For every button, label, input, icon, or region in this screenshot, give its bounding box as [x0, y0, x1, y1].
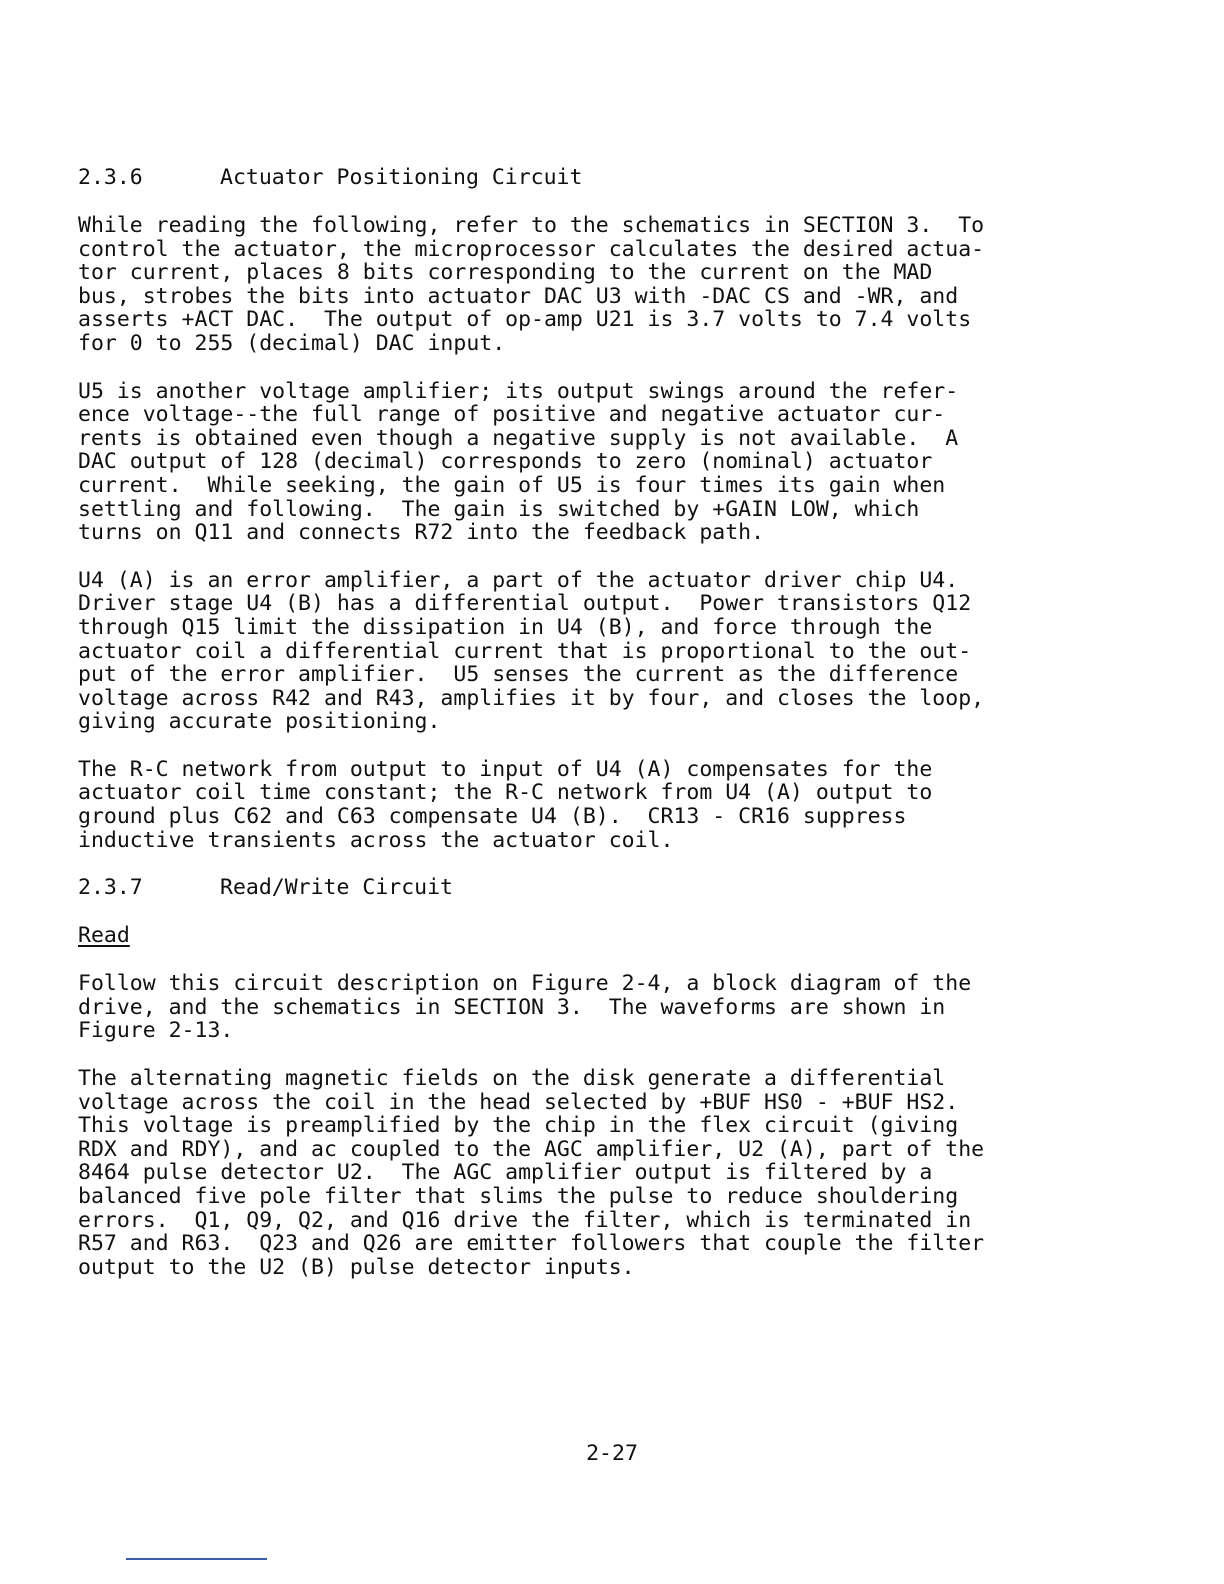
text-line: settling and following. The gain is switched by +GAIN LOW, which — [78, 496, 920, 522]
footer-divider — [126, 1558, 267, 1560]
text-line: voltage across R42 and R43, amplifies it by four, and closes the loop, — [78, 685, 985, 711]
section-heading-2-3-7 — [78, 876, 1158, 900]
text-line: 8464 pulse detector U2. The AGC amplifier output is filtered by a — [78, 1160, 933, 1186]
text-line: The alternating magnetic fields on the disk generate a differential — [78, 1066, 946, 1092]
text-line: DAC output of 128 (decimal) corresponds to zero (nominal) actuator — [78, 449, 933, 475]
text-line: Driver stage U4 (B) has a differential output. Power transistors Q12 — [78, 591, 972, 617]
text-line: put of the error amplifier. U5 senses the current as the difference — [78, 662, 959, 688]
text-line: U4 (A) is an error amplifier, a part of the actuator driver chip U4. — [78, 567, 959, 593]
text-line: U5 is another voltage amplifier; its output swings around the refer- — [78, 378, 959, 404]
text-line: Figure 2-13. — [78, 1018, 234, 1044]
text-line: control the actuator, the microprocessor calculates the desired actua- — [78, 236, 985, 262]
text-line: While reading the following, refer to the schematics in SECTION 3. To — [78, 213, 985, 238]
paragraph-actuator-intro — [78, 214, 1158, 356]
text-line: RDX and RDY), and ac coupled to the AGC amplifier, U2 (A), part of the — [78, 1136, 985, 1162]
text-line: Follow this circuit description on Figure 2-4, a block diagram of the — [78, 971, 972, 997]
text-line: errors. Q1, Q9, Q2, and Q16 drive the filter, which is terminated in — [78, 1207, 972, 1233]
text-line: actuator coil time constant; the R-C network from U4 (A) output to — [78, 780, 933, 806]
text-line: asserts +ACT DAC. The output of op-amp U21 is 3.7 volts to 7.4 volts — [78, 307, 972, 333]
section-title: Actuator Positioning Circuit — [220, 165, 583, 190]
text-line: balanced five pole filter that slims the pulse to reduce shouldering — [78, 1184, 959, 1209]
paragraph-rc-network — [78, 758, 1158, 852]
text-line: bus, strobes the bits into actuator DAC U3 with -DAC CS and -WR, and — [78, 283, 959, 309]
text-line: tor current, places 8 bits corresponding to the current on the MAD — [78, 260, 933, 286]
section-number: 2.3.7 — [78, 875, 143, 901]
section-number: 2.3.6 — [78, 165, 143, 190]
text-line: for 0 to 255 (decimal) DAC input. — [78, 330, 506, 356]
subheading-read: Read — [78, 923, 130, 949]
page-content — [78, 166, 1158, 1279]
text-line: actuator coil a differential current that is proportional to the out- — [78, 638, 972, 664]
paragraph-u5-amplifier — [78, 380, 1158, 545]
paragraph-magnetic-fields — [78, 1067, 1158, 1279]
text-line: This voltage is preamplified by the chip in the flex circuit (giving — [78, 1113, 959, 1139]
section-heading-2-3-6 — [78, 166, 1158, 190]
text-line: turns on Q11 and connects R72 into the feedback path. — [78, 520, 765, 546]
text-line: rents is obtained even though a negative supply is not available. A — [78, 425, 959, 451]
text-line: voltage across the coil in the head selected by +BUF HS0 - +BUF HS2. — [78, 1089, 959, 1115]
text-line: The R-C network from output to input of U4 (A) compensates for the — [78, 756, 933, 782]
text-line: output to the U2 (B) pulse detector inputs. — [78, 1254, 635, 1280]
text-line: giving accurate positioning. — [78, 709, 441, 735]
text-line: inductive transients across the actuator coil. — [78, 827, 674, 853]
text-line: ence voltage--the full range of positive and negative actuator cur- — [78, 402, 946, 428]
text-line: ground plus C62 and C63 compensate U4 (B). CR13 - CR16 suppress — [78, 804, 907, 830]
text-line: R57 and R63. Q23 and Q26 are emitter followers that couple the filter — [78, 1231, 985, 1257]
text-line: current. While seeking, the gain of U5 is four times its gain when — [78, 472, 946, 498]
section-title: Read/Write Circuit — [220, 875, 453, 901]
paragraph-read-intro — [78, 972, 1158, 1043]
text-line: through Q15 limit the dissipation in U4 (B), and force through the — [78, 614, 933, 640]
page-number: 2-27 — [586, 1441, 638, 1466]
paragraph-u4-error-amplifier — [78, 569, 1158, 734]
text-line: drive, and the schematics in SECTION 3. The waveforms are shown in — [78, 994, 946, 1020]
